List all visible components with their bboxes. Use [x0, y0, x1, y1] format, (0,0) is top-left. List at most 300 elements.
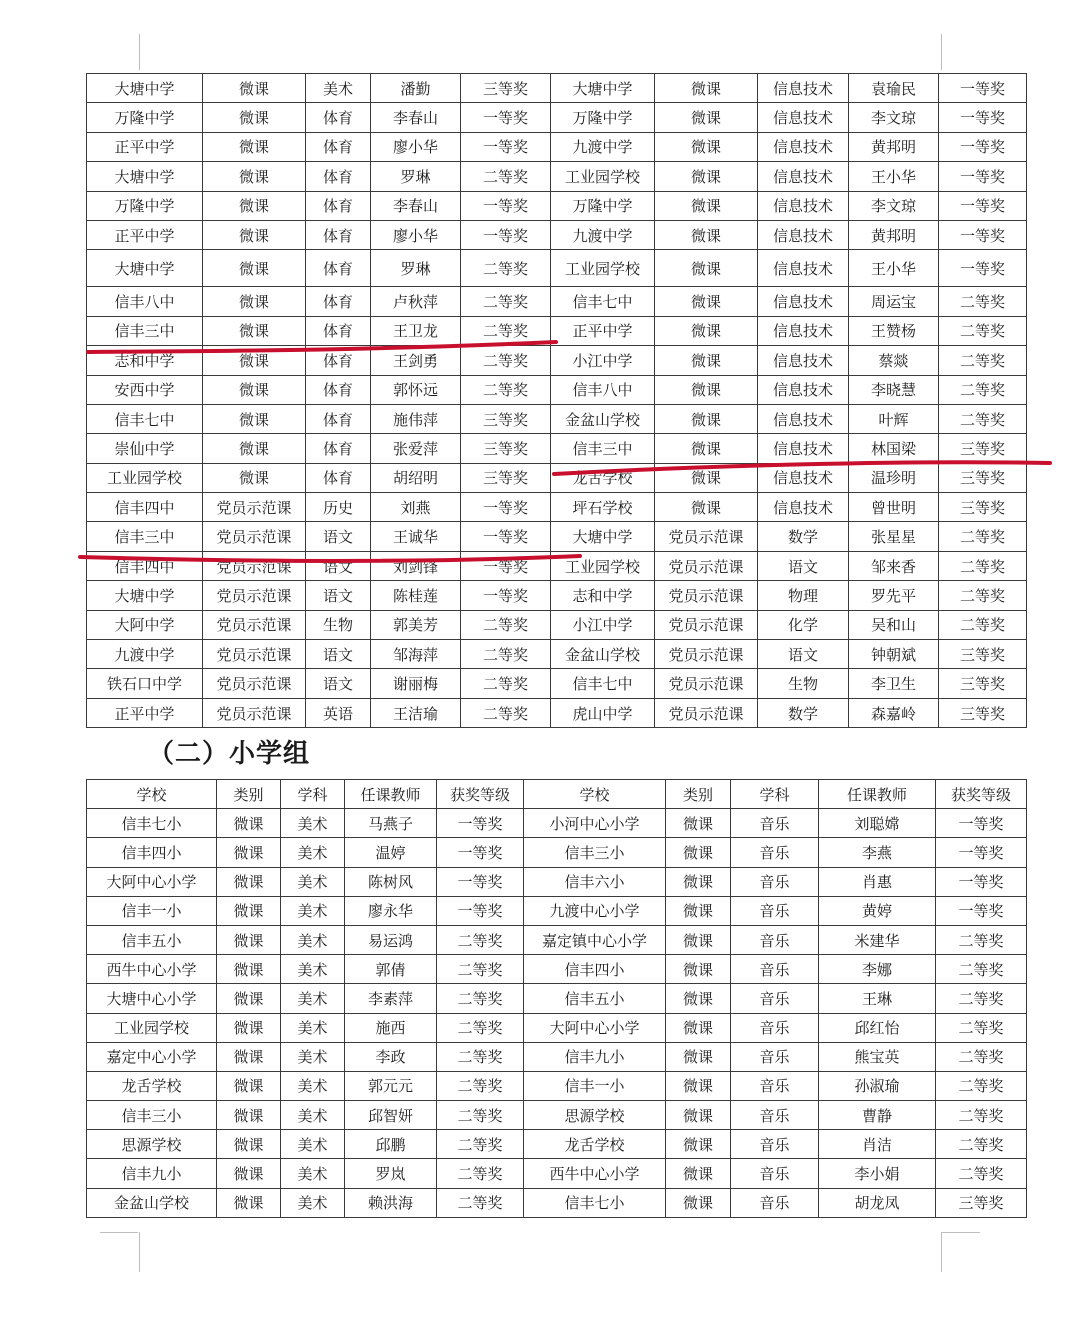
- table-cell: 二等奖: [437, 1013, 524, 1042]
- table-cell: 体育: [306, 346, 371, 375]
- table-cell: 九渡中学: [87, 640, 203, 669]
- table-cell: 二等奖: [437, 1130, 524, 1159]
- table-cell: 二等奖: [437, 925, 524, 954]
- table-cell: 曹静: [819, 1101, 936, 1130]
- table-cell: 党员示范课: [203, 610, 306, 639]
- table-cell: 李春山: [371, 103, 461, 132]
- table-cell: 坪石学校: [551, 493, 655, 522]
- table-cell: 张星星: [849, 522, 939, 551]
- table-cell: 三等奖: [939, 463, 1027, 492]
- table-cell: 二等奖: [461, 250, 551, 287]
- table-cell: 周运宝: [849, 287, 939, 316]
- table-row: [87, 74, 1027, 103]
- table-cell: 信丰四小: [87, 838, 217, 867]
- table-cell: 小江中学: [551, 610, 655, 639]
- table-cell: 李政: [345, 1042, 437, 1071]
- table-cell: 党员示范课: [655, 581, 758, 610]
- table-cell: 二等奖: [437, 1188, 524, 1217]
- table-cell: 崇仙中学: [87, 434, 203, 463]
- table-cell: 金盆山学校: [87, 1188, 217, 1217]
- table-cell: 美术: [281, 809, 345, 838]
- table-cell: 信丰五小: [524, 984, 666, 1013]
- table-cell: 微课: [666, 984, 731, 1013]
- table-cell: 体育: [306, 132, 371, 161]
- table-cell: 音乐: [731, 1071, 819, 1100]
- table-cell: 微课: [203, 316, 306, 345]
- table-cell: 二等奖: [461, 316, 551, 345]
- column-header: 类别: [666, 780, 731, 809]
- table-cell: 二等奖: [936, 1071, 1027, 1100]
- table-cell: 微课: [655, 74, 758, 103]
- table-cell: 思源学校: [524, 1101, 666, 1130]
- table-cell: 信息技术: [758, 162, 849, 191]
- table-cell: 张爱萍: [371, 434, 461, 463]
- table-cell: 蔡燚: [849, 346, 939, 375]
- table-cell: 微课: [666, 838, 731, 867]
- table-row: [87, 1042, 1027, 1071]
- table-cell: 王小华: [849, 250, 939, 287]
- table-cell: 微课: [655, 132, 758, 161]
- table-cell: 二等奖: [936, 984, 1027, 1013]
- table-cell: 信息技术: [758, 493, 849, 522]
- table-cell: 微课: [217, 1188, 281, 1217]
- table-cell: 金盆山学校: [551, 640, 655, 669]
- table-cell: 李小娟: [819, 1159, 936, 1188]
- table-cell: 微课: [217, 809, 281, 838]
- table-row: [87, 404, 1027, 433]
- table-cell: 李素萍: [345, 984, 437, 1013]
- table-row: [87, 103, 1027, 132]
- column-header: 任课教师: [819, 780, 936, 809]
- table-cell: 郭元元: [345, 1071, 437, 1100]
- table-cell: 大阿中心小学: [524, 1013, 666, 1042]
- table-cell: 体育: [306, 162, 371, 191]
- table-cell: 党员示范课: [203, 522, 306, 551]
- table-cell: 音乐: [731, 925, 819, 954]
- table-cell: 信息技术: [758, 375, 849, 404]
- table-cell: 李晓慧: [849, 375, 939, 404]
- table-cell: 音乐: [731, 984, 819, 1013]
- table-cell: 三等奖: [936, 1188, 1027, 1217]
- table-row: [87, 955, 1027, 984]
- table-row: [87, 434, 1027, 463]
- table-cell: 音乐: [731, 1042, 819, 1071]
- table-cell: 信丰三中: [87, 316, 203, 345]
- table-cell: 微课: [666, 1188, 731, 1217]
- table-cell: 信丰七小: [524, 1188, 666, 1217]
- table-row: [87, 551, 1027, 580]
- table-cell: 历史: [306, 493, 371, 522]
- table-row: [87, 522, 1027, 551]
- table-cell: 微课: [655, 346, 758, 375]
- table-cell: 信丰三小: [524, 838, 666, 867]
- table-cell: 曾世明: [849, 493, 939, 522]
- table-cell: 铁石口中学: [87, 669, 203, 698]
- table-cell: 化学: [758, 610, 849, 639]
- table-cell: 大阿中学: [87, 610, 203, 639]
- table-cell: 郭怀远: [371, 375, 461, 404]
- table-cell: 三等奖: [461, 74, 551, 103]
- table-cell: 微课: [203, 463, 306, 492]
- table-cell: 胡龙凤: [819, 1188, 936, 1217]
- table-cell: 微课: [655, 287, 758, 316]
- table-row: [87, 316, 1027, 345]
- table-cell: 信丰三中: [551, 434, 655, 463]
- table-cell: 一等奖: [936, 867, 1027, 896]
- table-row: [87, 346, 1027, 375]
- column-header: 学校: [524, 780, 666, 809]
- table-cell: 信丰九小: [524, 1042, 666, 1071]
- table-cell: 微课: [655, 493, 758, 522]
- table-cell: 二等奖: [437, 955, 524, 984]
- crop-mark-top-left: [139, 34, 140, 70]
- table-cell: 微课: [666, 1130, 731, 1159]
- table-cell: 万隆中学: [551, 191, 655, 220]
- table-cell: 郭美芳: [371, 610, 461, 639]
- table-cell: 马燕子: [345, 809, 437, 838]
- table-cell: 微课: [666, 809, 731, 838]
- table-cell: 信息技术: [758, 250, 849, 287]
- table-cell: 微课: [666, 1101, 731, 1130]
- table-cell: 信丰八中: [87, 287, 203, 316]
- table-cell: 刘剑锋: [371, 551, 461, 580]
- table-cell: 大塘中学: [87, 74, 203, 103]
- table-cell: 党员示范课: [655, 522, 758, 551]
- table-cell: 熊宝英: [819, 1042, 936, 1071]
- table-cell: 万隆中学: [87, 103, 203, 132]
- table-cell: 万隆中学: [551, 103, 655, 132]
- table-cell: 潘勤: [371, 74, 461, 103]
- table-cell: 美术: [281, 984, 345, 1013]
- primary-school-table-body: [87, 780, 1027, 1218]
- table-row: [87, 838, 1027, 867]
- table-cell: 美术: [281, 925, 345, 954]
- table-cell: 一等奖: [939, 191, 1027, 220]
- table-cell: 一等奖: [437, 867, 524, 896]
- table-cell: 党员示范课: [655, 551, 758, 580]
- table-cell: 二等奖: [939, 316, 1027, 345]
- table-cell: 微课: [217, 925, 281, 954]
- table-cell: 嘉定镇中心小学: [524, 925, 666, 954]
- table-cell: 二等奖: [461, 698, 551, 727]
- table-cell: 一等奖: [461, 551, 551, 580]
- table-row: [87, 375, 1027, 404]
- table-cell: 二等奖: [939, 404, 1027, 433]
- table-cell: 美术: [281, 1013, 345, 1042]
- table-cell: 二等奖: [437, 1042, 524, 1071]
- table-cell: 二等奖: [939, 581, 1027, 610]
- table-row: [87, 220, 1027, 249]
- table-cell: 大塘中学: [87, 250, 203, 287]
- table-cell: 黄邦明: [849, 132, 939, 161]
- table-cell: 微课: [666, 896, 731, 925]
- table-cell: 微课: [217, 955, 281, 984]
- table-cell: 音乐: [731, 867, 819, 896]
- table-cell: 三等奖: [939, 434, 1027, 463]
- table-cell: 微课: [203, 191, 306, 220]
- table-cell: 信丰四中: [87, 551, 203, 580]
- table-cell: 三等奖: [939, 669, 1027, 698]
- table-cell: 微课: [666, 1159, 731, 1188]
- table-cell: 吴和山: [849, 610, 939, 639]
- table-cell: 二等奖: [461, 287, 551, 316]
- table-cell: 王赞杨: [849, 316, 939, 345]
- table-cell: 龙舌学校: [524, 1130, 666, 1159]
- table-cell: 英语: [306, 698, 371, 727]
- table-cell: 数学: [758, 522, 849, 551]
- table-cell: 二等奖: [939, 522, 1027, 551]
- table-cell: 微课: [203, 346, 306, 375]
- table-cell: 二等奖: [936, 955, 1027, 984]
- table-cell: 信息技术: [758, 434, 849, 463]
- table-cell: 大塘中学: [87, 162, 203, 191]
- table-cell: 二等奖: [936, 925, 1027, 954]
- crop-mark-bottom-right-v: [941, 1232, 942, 1272]
- table-cell: 微课: [217, 867, 281, 896]
- table-cell: 正平中学: [87, 698, 203, 727]
- table-cell: 语文: [306, 522, 371, 551]
- table-cell: 施西: [345, 1013, 437, 1042]
- table-cell: 虎山中学: [551, 698, 655, 727]
- table-cell: 邹来香: [849, 551, 939, 580]
- table-cell: 微课: [655, 220, 758, 249]
- column-header: 获奖等级: [936, 780, 1027, 809]
- table-cell: 王洁瑜: [371, 698, 461, 727]
- table-cell: 语文: [306, 640, 371, 669]
- table-cell: 三等奖: [939, 698, 1027, 727]
- table-cell: 二等奖: [936, 1013, 1027, 1042]
- table-cell: 音乐: [731, 1013, 819, 1042]
- table-cell: 二等奖: [939, 551, 1027, 580]
- table-cell: 数学: [758, 698, 849, 727]
- table-cell: 胡绍明: [371, 463, 461, 492]
- table-cell: 信丰四中: [87, 493, 203, 522]
- table-cell: 安西中学: [87, 375, 203, 404]
- table-cell: 微课: [217, 1071, 281, 1100]
- table-cell: 三等奖: [939, 640, 1027, 669]
- table-cell: 微课: [217, 1042, 281, 1071]
- table-cell: 体育: [306, 220, 371, 249]
- table-cell: 二等奖: [939, 375, 1027, 404]
- table-cell: 一等奖: [461, 581, 551, 610]
- table-cell: 二等奖: [936, 1159, 1027, 1188]
- table-cell: 志和中学: [87, 346, 203, 375]
- table-cell: 微课: [203, 250, 306, 287]
- table-cell: 信息技术: [758, 103, 849, 132]
- table-cell: 二等奖: [437, 1071, 524, 1100]
- table-cell: 生物: [758, 669, 849, 698]
- table-cell: 信息技术: [758, 74, 849, 103]
- table-cell: 党员示范课: [655, 640, 758, 669]
- table-row: [87, 132, 1027, 161]
- table-cell: 语文: [306, 551, 371, 580]
- table-cell: 微课: [203, 74, 306, 103]
- table-cell: 陈树风: [345, 867, 437, 896]
- table-row: [87, 493, 1027, 522]
- table-row: [87, 669, 1027, 698]
- table-cell: 林国梁: [849, 434, 939, 463]
- table-cell: 三等奖: [939, 493, 1027, 522]
- table-cell: 肖惠: [819, 867, 936, 896]
- table-cell: 二等奖: [437, 984, 524, 1013]
- table-cell: 工业园学校: [87, 463, 203, 492]
- table-cell: 微课: [217, 838, 281, 867]
- table-cell: 金盆山学校: [551, 404, 655, 433]
- table-cell: 肖洁: [819, 1130, 936, 1159]
- table-cell: 黄婷: [819, 896, 936, 925]
- table-cell: 信丰七中: [87, 404, 203, 433]
- table-cell: 微课: [666, 955, 731, 984]
- table-cell: 微课: [655, 162, 758, 191]
- table-cell: 党员示范课: [655, 698, 758, 727]
- table-cell: 体育: [306, 434, 371, 463]
- table-cell: 一等奖: [939, 162, 1027, 191]
- table-cell: 一等奖: [939, 103, 1027, 132]
- table-cell: 李文琼: [849, 191, 939, 220]
- table-cell: 微课: [655, 463, 758, 492]
- table-cell: 正平中学: [87, 220, 203, 249]
- table-cell: 赖洪海: [345, 1188, 437, 1217]
- table-cell: 正平中学: [551, 316, 655, 345]
- primary-section-title: （二）小学组: [148, 739, 311, 769]
- table-cell: 二等奖: [936, 1130, 1027, 1159]
- table-cell: 正平中学: [87, 132, 203, 161]
- table-cell: 微课: [217, 1101, 281, 1130]
- table-cell: 体育: [306, 375, 371, 404]
- table-cell: 三等奖: [461, 434, 551, 463]
- table-row: [87, 698, 1027, 727]
- table-cell: 微课: [655, 404, 758, 433]
- table-cell: 生物: [306, 610, 371, 639]
- table-cell: 二等奖: [936, 1101, 1027, 1130]
- table-cell: 邱鹏: [345, 1130, 437, 1159]
- table-cell: 大塘中心小学: [87, 984, 217, 1013]
- column-header: 获奖等级: [437, 780, 524, 809]
- table-cell: 信息技术: [758, 463, 849, 492]
- table-cell: 一等奖: [437, 896, 524, 925]
- table-cell: 二等奖: [939, 346, 1027, 375]
- table-cell: 二等奖: [936, 1042, 1027, 1071]
- column-header: 学科: [731, 780, 819, 809]
- table-cell: 党员示范课: [655, 669, 758, 698]
- table-cell: 微课: [666, 1042, 731, 1071]
- table-cell: 音乐: [731, 955, 819, 984]
- table-row: [87, 896, 1027, 925]
- table-cell: 信丰九小: [87, 1159, 217, 1188]
- table-cell: 体育: [306, 103, 371, 132]
- middle-school-table-body: [87, 74, 1027, 728]
- table-cell: 李燕: [819, 838, 936, 867]
- table-cell: 一等奖: [939, 250, 1027, 287]
- column-header: 学科: [281, 780, 345, 809]
- table-cell: 西牛中心小学: [87, 955, 217, 984]
- table-cell: 大塘中学: [551, 522, 655, 551]
- table-cell: 廖永华: [345, 896, 437, 925]
- table-cell: 微课: [203, 404, 306, 433]
- table-cell: 施伟萍: [371, 404, 461, 433]
- table-cell: 微课: [666, 1013, 731, 1042]
- table-cell: 陈桂莲: [371, 581, 461, 610]
- table-cell: 王卫龙: [371, 316, 461, 345]
- table-cell: 党员示范课: [203, 640, 306, 669]
- table-cell: 温婷: [345, 838, 437, 867]
- table-cell: 微课: [655, 250, 758, 287]
- table-cell: 微课: [655, 316, 758, 345]
- table-cell: 语文: [758, 551, 849, 580]
- table-cell: 美术: [281, 1130, 345, 1159]
- column-header: 学校: [87, 780, 217, 809]
- table-cell: 廖小华: [371, 132, 461, 161]
- table-cell: 微课: [203, 162, 306, 191]
- table-cell: 郭倩: [345, 955, 437, 984]
- table-cell: 一等奖: [461, 220, 551, 249]
- column-header: 任课教师: [345, 780, 437, 809]
- table-cell: 美术: [281, 1101, 345, 1130]
- table-cell: 一等奖: [936, 838, 1027, 867]
- table-cell: 一等奖: [461, 191, 551, 220]
- table-cell: 二等奖: [437, 1101, 524, 1130]
- table-cell: 微课: [666, 867, 731, 896]
- table-cell: 九渡中学: [551, 220, 655, 249]
- table-cell: 微课: [203, 103, 306, 132]
- table-cell: 罗琳: [371, 162, 461, 191]
- table-cell: 嘉定中心小学: [87, 1042, 217, 1071]
- table-cell: 罗琳: [371, 250, 461, 287]
- table-cell: 音乐: [731, 1188, 819, 1217]
- table-cell: 一等奖: [936, 809, 1027, 838]
- table-cell: 微课: [217, 1159, 281, 1188]
- table-cell: 音乐: [731, 1159, 819, 1188]
- table-cell: 森嘉岭: [849, 698, 939, 727]
- primary-school-award-table: [86, 779, 1027, 1218]
- table-cell: 微课: [203, 287, 306, 316]
- table-cell: 万隆中学: [87, 191, 203, 220]
- table-row: [87, 1013, 1027, 1042]
- table-cell: 罗先平: [849, 581, 939, 610]
- table-header-row: [87, 780, 1027, 809]
- table-cell: 微课: [203, 434, 306, 463]
- table-cell: 一等奖: [939, 220, 1027, 249]
- table-cell: 信丰四小: [524, 955, 666, 984]
- table-cell: 微课: [217, 896, 281, 925]
- table-cell: 李文琼: [849, 103, 939, 132]
- table-cell: 一等奖: [461, 493, 551, 522]
- table-cell: 叶辉: [849, 404, 939, 433]
- table-cell: 美术: [281, 867, 345, 896]
- table-row: [87, 162, 1027, 191]
- table-cell: 信息技术: [758, 191, 849, 220]
- table-cell: 李娜: [819, 955, 936, 984]
- table-cell: 信丰三小: [87, 1101, 217, 1130]
- table-cell: 二等奖: [461, 375, 551, 404]
- table-cell: 党员示范课: [203, 551, 306, 580]
- table-cell: 语文: [306, 669, 371, 698]
- table-row: [87, 809, 1027, 838]
- table-cell: 大塘中学: [87, 581, 203, 610]
- table-cell: 语文: [306, 581, 371, 610]
- table-row: [87, 287, 1027, 316]
- table-cell: 美术: [281, 1188, 345, 1217]
- table-cell: 三等奖: [461, 463, 551, 492]
- table-cell: 九渡中心小学: [524, 896, 666, 925]
- table-cell: 小江中学: [551, 346, 655, 375]
- table-cell: 二等奖: [461, 669, 551, 698]
- table-cell: 大塘中学: [551, 74, 655, 103]
- table-cell: 音乐: [731, 809, 819, 838]
- table-cell: 大阿中心小学: [87, 867, 217, 896]
- table-cell: 党员示范课: [655, 610, 758, 639]
- table-cell: 信丰一小: [87, 896, 217, 925]
